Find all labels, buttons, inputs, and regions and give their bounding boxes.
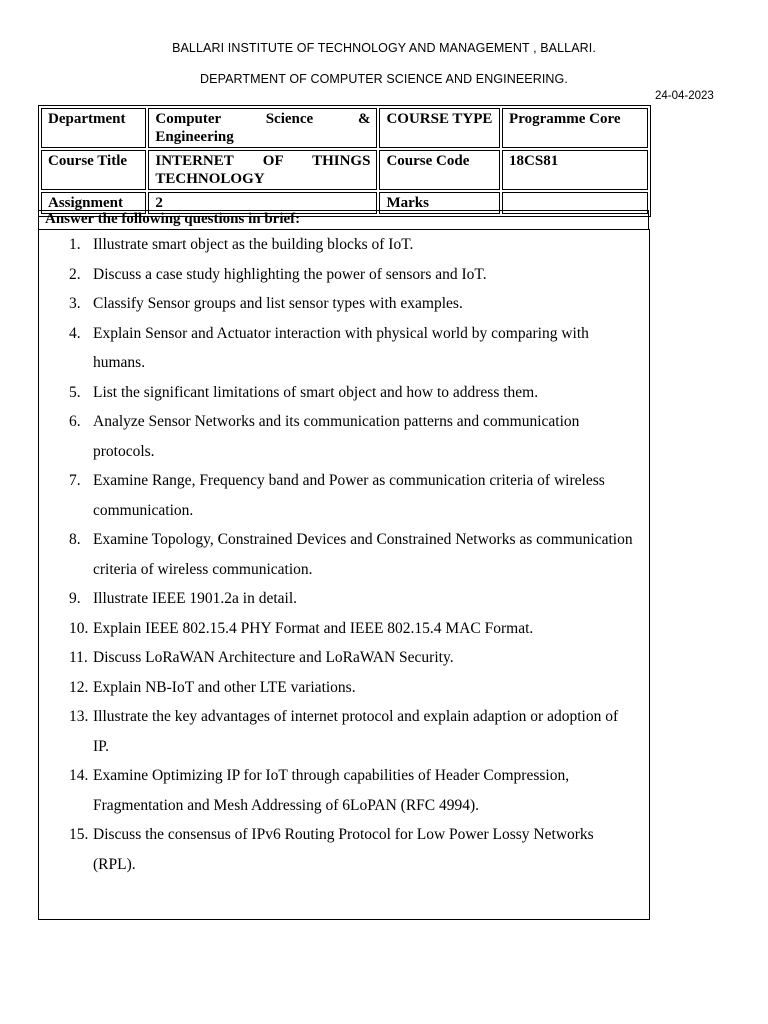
question-list <box>39 230 649 879</box>
question-text: List the significant limitations of smart object and how to address them. <box>93 383 539 401</box>
question-text: Illustrate IEEE 1901.2a in detail. <box>93 590 298 607</box>
department-value: Computer Science & Engineering <box>148 108 377 148</box>
course-title-label: Course Title <box>41 150 146 190</box>
question-number: 1. <box>69 236 81 253</box>
questions-box <box>38 229 650 920</box>
question-number: 2. <box>69 265 81 283</box>
department-heading: DEPARTMENT OF COMPUTER SCIENCE AND ENGINEERING. <box>200 72 568 86</box>
course-title-value: INTERNET OF THINGS TECHNOLOGY <box>148 150 377 190</box>
question-number: 3. <box>69 295 81 312</box>
question-text: Discuss LoRaWAN Architecture and LoRaWAN Security. <box>93 649 454 666</box>
question-number: 14. <box>69 767 89 784</box>
question-text: Explain IEEE 802.15.4 PHY Format and IEEE 802.15.4 MAC Format. <box>93 619 534 637</box>
assignment-value: 2 <box>148 192 377 214</box>
table-row <box>41 108 648 148</box>
instruction-heading: Answer the following questions in brief: <box>38 210 649 229</box>
question-item <box>39 761 649 820</box>
question-item <box>39 319 649 378</box>
question-item <box>39 702 649 761</box>
question-number: 13. <box>69 708 89 725</box>
question-item <box>39 673 649 703</box>
question-number: 8. <box>69 531 81 548</box>
course-code-value: 18CS81 <box>502 150 648 190</box>
question-item <box>39 525 649 584</box>
question-item <box>39 289 649 319</box>
question-text: Explain Sensor and Actuator interaction with physical world by comparing with humans. <box>93 324 589 371</box>
question-text: Illustrate smart object as the building blocks of IoT. <box>93 236 414 253</box>
question-item <box>39 407 649 466</box>
question-item <box>39 260 649 290</box>
question-number: 6. <box>69 413 81 430</box>
question-number: 10. <box>69 619 89 637</box>
question-number: 5. <box>69 383 81 401</box>
assignment-date: 24-04-2023 <box>655 90 714 102</box>
question-item <box>39 820 649 879</box>
marks-label: Marks <box>379 192 500 214</box>
question-item <box>39 230 649 260</box>
course-code-label: Course Code <box>379 150 500 190</box>
question-text: Explain NB-IoT and other LTE variations. <box>93 678 356 696</box>
question-text: Examine Optimizing IP for IoT through capabilities of Header Compression, Fragmentation and Mesh Addressing of 6LoPAN (RFC 4994). <box>93 767 570 814</box>
question-text: Discuss a case study highlighting the power of sensors and IoT. <box>93 265 487 283</box>
course-type-value: Programme Core <box>502 108 648 148</box>
course-type-label: COURSE TYPE <box>379 108 500 148</box>
question-number: 12. <box>69 678 89 696</box>
question-text: Discuss the consensus of IPv6 Routing Protocol for Low Power Lossy Networks (RPL). <box>93 826 594 873</box>
question-number: 7. <box>69 472 81 489</box>
question-item <box>39 378 649 408</box>
question-item <box>39 614 649 644</box>
question-number: 11. <box>69 649 88 666</box>
question-item <box>39 643 649 673</box>
course-info-table <box>38 105 651 217</box>
institute-name: BALLARI INSTITUTE OF TECHNOLOGY AND MANAGEMENT , BALLARI. <box>172 41 596 55</box>
question-item <box>39 466 649 525</box>
question-number: 9. <box>69 590 81 607</box>
question-text: Examine Topology, Constrained Devices and Constrained Networks as communication criteria of wireless communication. <box>93 531 633 578</box>
question-text: Analyze Sensor Networks and its communication patterns and communication protocols. <box>93 413 580 460</box>
assignment-label: Assignment <box>41 192 146 214</box>
question-text: Examine Range, Frequency band and Power as communication criteria of wireless communication. <box>93 472 605 519</box>
question-text: Classify Sensor groups and list sensor types with examples. <box>93 295 463 312</box>
question-item <box>39 584 649 614</box>
question-number: 15. <box>69 826 89 843</box>
department-label: Department <box>41 108 146 148</box>
question-number: 4. <box>69 324 81 342</box>
question-text: Illustrate the key advantages of internet protocol and explain adaption or adoption of IP. <box>93 708 619 755</box>
table-row <box>41 150 648 190</box>
